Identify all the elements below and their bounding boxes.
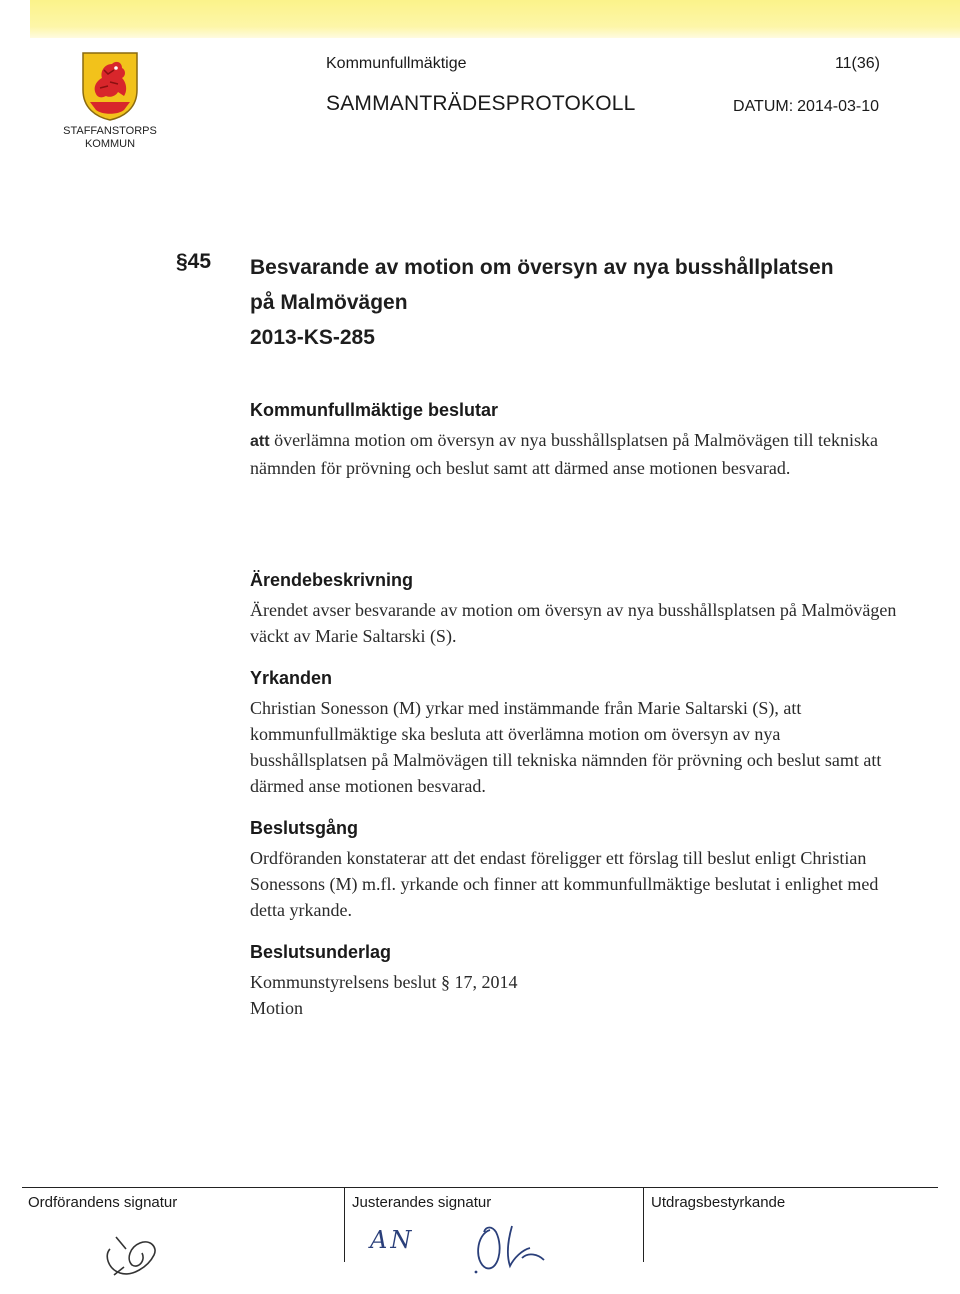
- municipality-name: STAFFANSTORPS KOMMUN: [63, 125, 157, 150]
- decision-heading: Kommunfullmäktige beslutar: [250, 400, 499, 420]
- signature-divider: [344, 1188, 345, 1262]
- adjuster-initials-1: AN: [370, 1226, 415, 1254]
- basis-heading: Beslutsunderlag: [250, 942, 392, 962]
- section-title-line-1: Besvarande av motion om översyn av nya busshållplatsen: [250, 256, 834, 279]
- case-id: 2013-KS-285: [250, 326, 375, 349]
- date-label: DATUM:: [733, 98, 794, 115]
- adjuster-signature-scribble: [464, 1218, 554, 1278]
- chair-signature-label: Ordförandens signatur: [28, 1194, 178, 1211]
- basis-item: Kommunstyrelsens beslut § 17, 2014: [250, 972, 518, 992]
- description-text: Ärendet avser besvarande av motion om översyn av nya busshållsplatsen på Malmövägen väckt av Marie Saltarski (S).: [250, 600, 897, 646]
- description-block: [250, 570, 900, 649]
- date-value: 2014-03-10: [797, 98, 879, 115]
- page-number: 11(36): [834, 55, 880, 72]
- description-heading: Ärendebeskrivning: [250, 570, 414, 590]
- extract-signature-label: Utdragsbestyrkande: [651, 1194, 786, 1211]
- section-number: §45: [176, 250, 212, 273]
- highlighter-strip: [30, 0, 960, 38]
- procedure-block: [250, 818, 900, 923]
- signature-rule: [22, 1187, 938, 1188]
- claims-text: Christian Sonesson (M) yrkar med instämmande från Marie Saltarski (S), att kommunfullmäktige ska besluta att överlämna motion om översyn av nya busshållsplatsen på Malmövägen till tekniska nämnden för prövning och beslut samt att därmed anse motionen besvarad.: [250, 698, 882, 796]
- chair-signature-scribble: [96, 1225, 166, 1285]
- coat-of-arms-logo: [80, 50, 140, 122]
- decision-lead: att: [250, 433, 270, 450]
- basis-item: Motion: [250, 998, 304, 1018]
- section-title-line-2: på Malmövägen: [250, 291, 408, 314]
- claims-block: [250, 668, 900, 799]
- decision-text: [250, 427, 900, 481]
- document-title: SAMMANTRÄDESPROTOKOLL: [326, 92, 636, 115]
- procedure-heading: Beslutsgång: [250, 818, 359, 838]
- decision-block: [250, 400, 900, 481]
- signature-divider: [643, 1188, 644, 1262]
- document-date: [733, 98, 883, 116]
- section-title: [250, 250, 890, 355]
- decision-body: överlämna motion om översyn av nya busshållsplatsen på Malmövägen till tekniska nämnden för prövning och beslut samt att därmed anse motionen besvarad.: [250, 430, 878, 478]
- header-organization: Kommunfullmäktige: [326, 55, 467, 72]
- procedure-text: Ordföranden konstaterar att det endast föreligger ett förslag till beslut enligt Christian Sonessons (M) m.fl. yrkande och finner att kommunfullmäktige beslutat i enlighet med detta yrkande.: [250, 848, 879, 920]
- adjuster-signature-label: Justerandes signatur: [352, 1194, 492, 1211]
- basis-block: [250, 942, 900, 1021]
- claims-heading: Yrkanden: [250, 668, 333, 688]
